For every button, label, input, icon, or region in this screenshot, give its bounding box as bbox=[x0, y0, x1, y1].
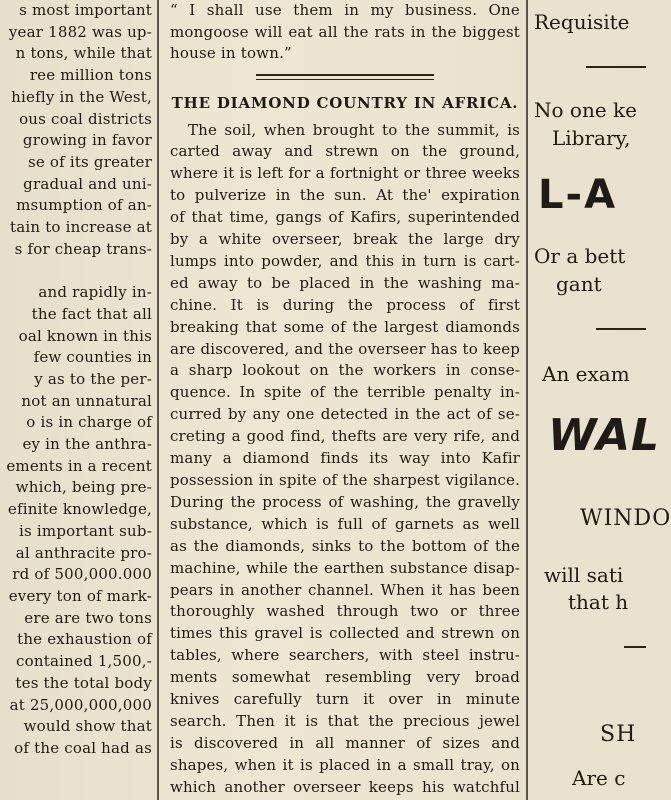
article-line: pears in another channel. When it has been bbox=[170, 580, 520, 599]
ad-rule bbox=[586, 66, 646, 68]
left-text-line: s for cheap trans- bbox=[14, 239, 152, 258]
article-separator-rule bbox=[256, 74, 434, 80]
left-text-line: y as to the per- bbox=[34, 369, 152, 388]
article-line: many a diamond finds its way into Kafir bbox=[170, 449, 520, 468]
article-line: a sharp lookout on the workers in conse- bbox=[170, 361, 520, 380]
left-text-line: ey in the anthra- bbox=[22, 435, 152, 454]
left-text-line: growing in favor bbox=[22, 131, 152, 150]
article-line: by a white overseer, break the large dry bbox=[170, 230, 520, 249]
article-line: During the process of washing, the gravelly bbox=[170, 492, 520, 511]
article-line: lumps into powder, and this in turn is cart- bbox=[170, 251, 520, 270]
left-text-line: contained 1,500,- bbox=[16, 652, 152, 671]
ad-are-c: Are c bbox=[572, 766, 626, 790]
ad-no-one: No one ke bbox=[534, 98, 637, 122]
left-text-line: msumption of an- bbox=[16, 196, 152, 215]
ad-wal-heading: WAL bbox=[548, 410, 661, 461]
article-line: breaking that some of the largest diamonds bbox=[170, 317, 520, 336]
left-text-line: efinite knowledge, bbox=[7, 500, 152, 519]
left-text-line: n tons, while that bbox=[15, 44, 152, 63]
left-text-line: ements in a recent bbox=[6, 456, 152, 475]
article-line: ments somewhat resembling very broad bbox=[170, 668, 520, 687]
ad-library: Library, bbox=[552, 126, 631, 150]
left-text-line: which, being pre- bbox=[15, 478, 152, 497]
article-line: knives carefully turn it over in minute bbox=[170, 690, 520, 709]
ad-or-a-bett: Or a bett bbox=[534, 244, 626, 268]
left-text-line: ous coal districts bbox=[19, 109, 152, 128]
left-text-line: at 25,000,000,000 bbox=[9, 695, 152, 714]
article-line: ed away to be placed in the washing ma- bbox=[170, 273, 520, 292]
article-line: chine. It is during the process of first bbox=[170, 295, 520, 314]
ad-windo: WINDO bbox=[580, 506, 671, 531]
quote-line: house in town.” bbox=[170, 44, 292, 62]
article-line: is discovered in all manner of sizes and bbox=[170, 733, 520, 752]
article-line: curred by any one detected in the act of se- bbox=[170, 405, 520, 424]
left-text-line: the exhaustion of bbox=[17, 630, 152, 649]
ad-that-h: that h bbox=[568, 590, 629, 614]
article-line: are discovered, and the overseer has to keep bbox=[170, 339, 520, 358]
mongoose-quote bbox=[170, 0, 520, 65]
article-headline: THE DIAMOND COUNTRY IN AFRICA. bbox=[171, 93, 519, 112]
left-column-text bbox=[6, 0, 152, 760]
article-line: quence. In spite of the terrible penalty in- bbox=[170, 383, 520, 402]
article-line: machine, while the earthen substance disap- bbox=[170, 558, 520, 577]
article-line: where it is left for a fortnight or three weeks bbox=[170, 164, 520, 183]
left-text-line: hiefly in the West, bbox=[11, 87, 152, 106]
article-line: carted away and strewn on the ground, bbox=[170, 142, 520, 161]
article-line: to pulverize in the sun. At the' expiration bbox=[170, 186, 520, 205]
article-line: which another overseer keeps his watchful bbox=[170, 777, 520, 796]
ad-requisite: Requisite bbox=[534, 10, 630, 34]
left-text-line: tain to increase at bbox=[10, 218, 152, 237]
left-text-line: al anthracite pro- bbox=[15, 543, 152, 562]
left-column bbox=[0, 0, 158, 800]
article-line: thoroughly washed through two or three bbox=[170, 602, 520, 621]
left-text-line: se of its greater bbox=[27, 152, 152, 171]
left-text-line: is important sub- bbox=[19, 521, 152, 540]
column-divider-left bbox=[157, 0, 159, 800]
article-line: substance, which is full of garnets as well bbox=[170, 514, 520, 533]
left-text-line: would show that bbox=[23, 717, 152, 736]
left-text-line: oal known in this bbox=[18, 326, 152, 345]
article-line: of that time, gangs of Kafirs, superintended bbox=[170, 208, 520, 227]
ad-gant: gant bbox=[556, 272, 602, 296]
ad-an-exam: An exam bbox=[542, 362, 630, 386]
article-line: possession in spite of the sharpest vigilance. bbox=[170, 471, 520, 489]
middle-column bbox=[160, 0, 526, 800]
left-text-line: every ton of mark- bbox=[8, 586, 152, 605]
left-text-line: and rapidly in- bbox=[38, 283, 152, 302]
quote-line: “ I shall use them in my business. One bbox=[170, 1, 520, 19]
ad-sh: SH bbox=[600, 722, 637, 747]
article-line: search. Then it is that the precious jewel bbox=[170, 711, 520, 730]
left-text-line: few counties in bbox=[33, 348, 152, 367]
left-text-line: gradual and uni- bbox=[23, 174, 152, 193]
left-text-line: rd of 500,000.000 bbox=[12, 565, 152, 584]
left-text-line: s most important bbox=[19, 1, 152, 19]
left-text-line: ree million tons bbox=[29, 66, 152, 85]
left-text-line bbox=[6, 260, 152, 282]
article-line: as the diamonds, sinks to the bottom of the bbox=[170, 536, 520, 555]
left-text-line: year 1882 was up- bbox=[8, 22, 152, 41]
left-text-line: not an unnatural bbox=[21, 391, 152, 410]
quote-line: mongoose will eat all the rats in the biggest bbox=[170, 22, 520, 41]
right-column bbox=[528, 0, 671, 800]
ad-rule-3 bbox=[624, 646, 646, 648]
left-text-line: o is in charge of bbox=[26, 413, 152, 432]
left-text-line: the fact that all bbox=[31, 304, 152, 323]
article-line: shapes, when it is placed in a small tray, on bbox=[170, 755, 520, 774]
article-line: tables, where searchers, with steel instru- bbox=[170, 646, 520, 665]
ad-la-heading: L-A bbox=[538, 172, 618, 218]
ad-rule-2 bbox=[596, 328, 646, 330]
left-text-line: of the coal had as bbox=[14, 738, 152, 757]
ad-will-sati: will sati bbox=[544, 563, 624, 587]
left-text-line: tes the total body bbox=[15, 673, 152, 692]
left-text-line: ere are two tons bbox=[24, 608, 152, 627]
article-line: times this gravel is collected and strewn on bbox=[170, 624, 520, 643]
article-body bbox=[170, 120, 520, 799]
article-line: creting a good find, thefts are very rife, and bbox=[170, 427, 520, 446]
article-line: The soil, when brought to the summit, is bbox=[188, 120, 520, 139]
